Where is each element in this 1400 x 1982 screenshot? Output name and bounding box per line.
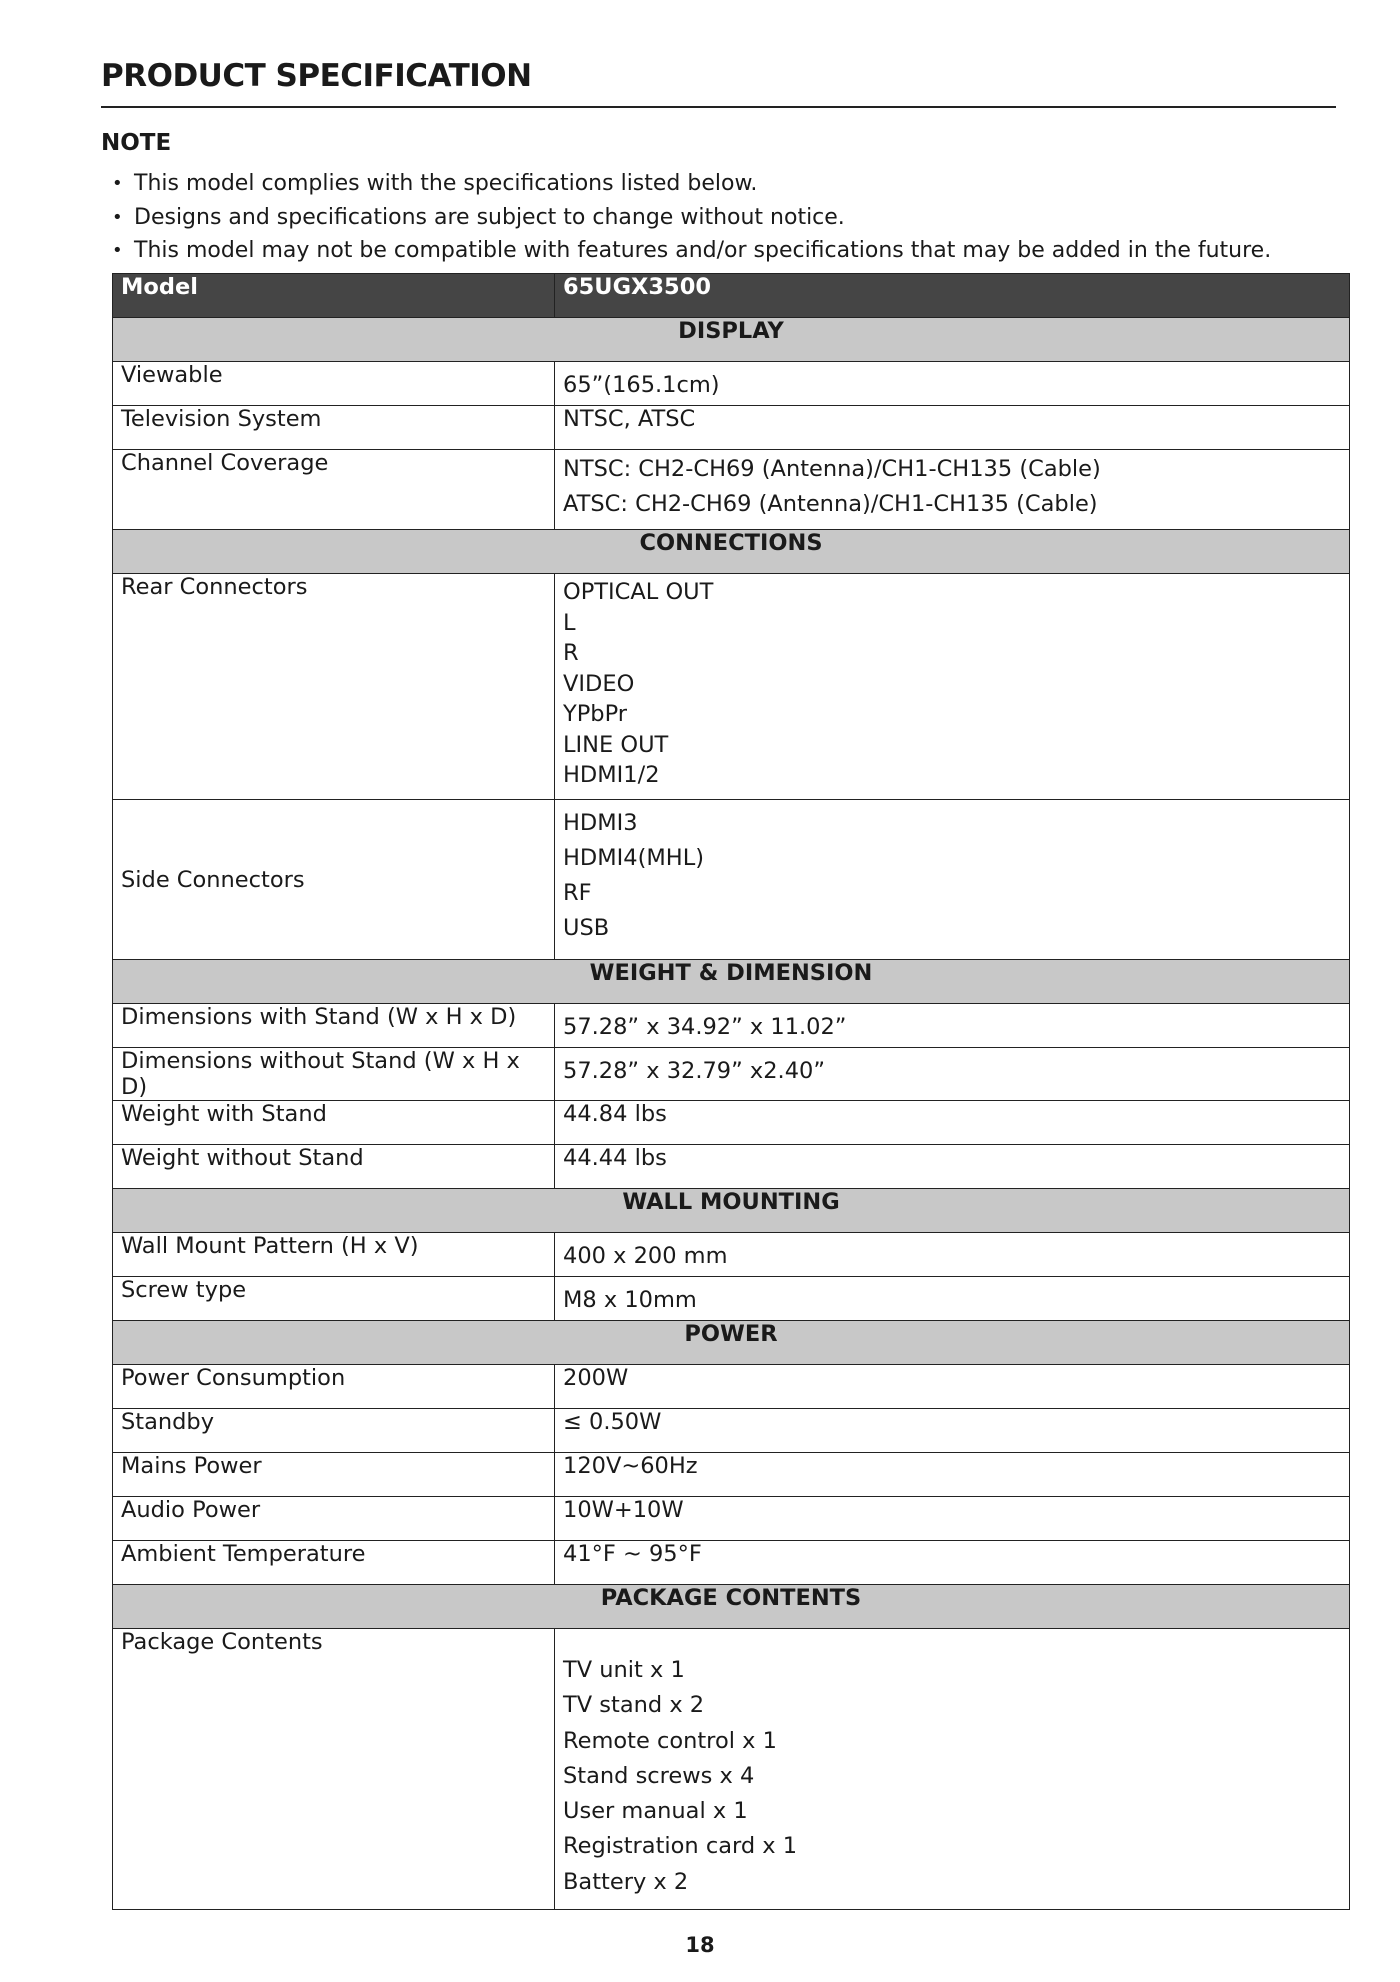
- spec-value: [555, 1629, 1350, 1910]
- value-line: RF: [563, 880, 592, 906]
- spec-value: [555, 450, 1350, 530]
- spec-label: Package Contents: [113, 1629, 555, 1910]
- spec-label: Screw type: [113, 1277, 555, 1321]
- section-title: DISPLAY: [113, 318, 1350, 362]
- value-line: Remote control x 1: [563, 1727, 777, 1754]
- table-row: [113, 574, 1350, 800]
- spec-value: [555, 574, 1350, 800]
- table-row: [113, 1101, 1350, 1145]
- value-line: YPbPr: [563, 701, 628, 727]
- table-row: [113, 1048, 1350, 1101]
- value-line: VIDEO: [563, 670, 635, 697]
- value-line: OPTICAL OUT: [563, 579, 714, 605]
- spec-label: Standby: [113, 1409, 555, 1453]
- spec-value: 120V~60Hz: [555, 1453, 1350, 1497]
- section-title: POWER: [113, 1321, 1350, 1365]
- page-number: 18: [685, 1933, 715, 1957]
- specification-table: [112, 273, 1350, 1910]
- value-line: HDMI3: [563, 810, 638, 836]
- table-row: [113, 1233, 1350, 1277]
- value-line: NTSC: CH2-CH69 (Antenna)/CH1-CH135 (Cable): [563, 456, 1101, 482]
- spec-value: 200W: [555, 1365, 1350, 1409]
- title-rule: [101, 106, 1336, 108]
- spec-label: Television System: [113, 406, 555, 450]
- section-title: CONNECTIONS: [113, 530, 1350, 574]
- table-row: [113, 1145, 1350, 1189]
- value-line: Stand screws x 4: [563, 1762, 755, 1789]
- table-row: [113, 1629, 1350, 1910]
- spec-value: NTSC, ATSC: [555, 406, 1350, 450]
- section-package-contents: [113, 1585, 1350, 1629]
- spec-label: Dimensions with Stand (W x H x D): [113, 1004, 555, 1048]
- note-heading: NOTE: [101, 130, 172, 156]
- spec-label: Side Connectors: [113, 800, 555, 960]
- spec-value: 400 x 200 mm: [555, 1233, 1350, 1277]
- value-line: HDMI4(MHL): [563, 845, 705, 871]
- spec-label: Power Consumption: [113, 1365, 555, 1409]
- model-value: 65UGX3500: [555, 274, 1350, 318]
- note-item: • This model complies with the specifications listed below.: [112, 167, 1271, 201]
- value-line: USB: [563, 915, 610, 941]
- section-title: WALL MOUNTING: [113, 1189, 1350, 1233]
- value-line: ATSC: CH2-CH69 (Antenna)/CH1-CH135 (Cable): [563, 491, 1098, 517]
- spec-label: Channel Coverage: [113, 450, 555, 530]
- table-row: [113, 1541, 1350, 1585]
- value-line: HDMI1/2: [563, 762, 660, 788]
- spec-value: 65”(165.1cm): [555, 362, 1350, 406]
- spec-value: 44.84 lbs: [555, 1101, 1350, 1145]
- section-weight-dimension: [113, 960, 1350, 1004]
- section-wall-mounting: [113, 1189, 1350, 1233]
- spec-value: 57.28” x 34.92” x 11.02”: [555, 1004, 1350, 1048]
- spec-value: 44.44 lbs: [555, 1145, 1350, 1189]
- page-title: PRODUCT SPECIFICATION: [101, 58, 532, 94]
- spec-value: 10W+10W: [555, 1497, 1350, 1541]
- section-title: PACKAGE CONTENTS: [113, 1585, 1350, 1629]
- spec-label: Audio Power: [113, 1497, 555, 1541]
- table-row: [113, 406, 1350, 450]
- spec-label: Ambient Temperature: [113, 1541, 555, 1585]
- spec-value: M8 x 10mm: [555, 1277, 1350, 1321]
- value-line: L: [563, 609, 576, 636]
- spec-label: Weight with Stand: [113, 1101, 555, 1145]
- table-row: [113, 1409, 1350, 1453]
- spec-label: Mains Power: [113, 1453, 555, 1497]
- spec-label: Dimensions without Stand (W x H x D): [113, 1048, 555, 1101]
- note-item: • This model may not be compatible with features and/or specifications that may be added in the future.: [112, 234, 1271, 268]
- section-title: WEIGHT & DIMENSION: [113, 960, 1350, 1004]
- spec-value: 41°F ~ 95°F: [555, 1541, 1350, 1585]
- section-power: [113, 1321, 1350, 1365]
- note-list: [112, 167, 1271, 268]
- section-display: [113, 318, 1350, 362]
- value-line: TV unit x 1: [563, 1657, 685, 1683]
- value-line: R: [563, 640, 579, 666]
- table-row: [113, 1004, 1350, 1048]
- section-connections: [113, 530, 1350, 574]
- value-line: LINE OUT: [563, 731, 669, 758]
- table-row: [113, 1365, 1350, 1409]
- table-row: [113, 1277, 1350, 1321]
- table-row: [113, 362, 1350, 406]
- value-line: Battery x 2: [563, 1868, 689, 1895]
- table-row: [113, 800, 1350, 960]
- spec-label: Weight without Stand: [113, 1145, 555, 1189]
- value-line: User manual x 1: [563, 1798, 748, 1825]
- spec-label: Wall Mount Pattern (H x V): [113, 1233, 555, 1277]
- spec-value: [555, 800, 1350, 960]
- spec-label: Viewable: [113, 362, 555, 406]
- table-row: [113, 450, 1350, 530]
- value-line: TV stand x 2: [563, 1692, 705, 1719]
- value-line: Registration card x 1: [563, 1833, 798, 1860]
- note-item: • Designs and specifications are subject to change without notice.: [112, 201, 1271, 235]
- spec-label: Rear Connectors: [113, 574, 555, 800]
- spec-value: ≤ 0.50W: [555, 1409, 1350, 1453]
- model-label: Model: [113, 274, 555, 318]
- table-row: [113, 1497, 1350, 1541]
- spec-value: 57.28” x 32.79” x2.40”: [555, 1048, 1350, 1101]
- table-header-row: [113, 274, 1350, 318]
- table-row: [113, 1453, 1350, 1497]
